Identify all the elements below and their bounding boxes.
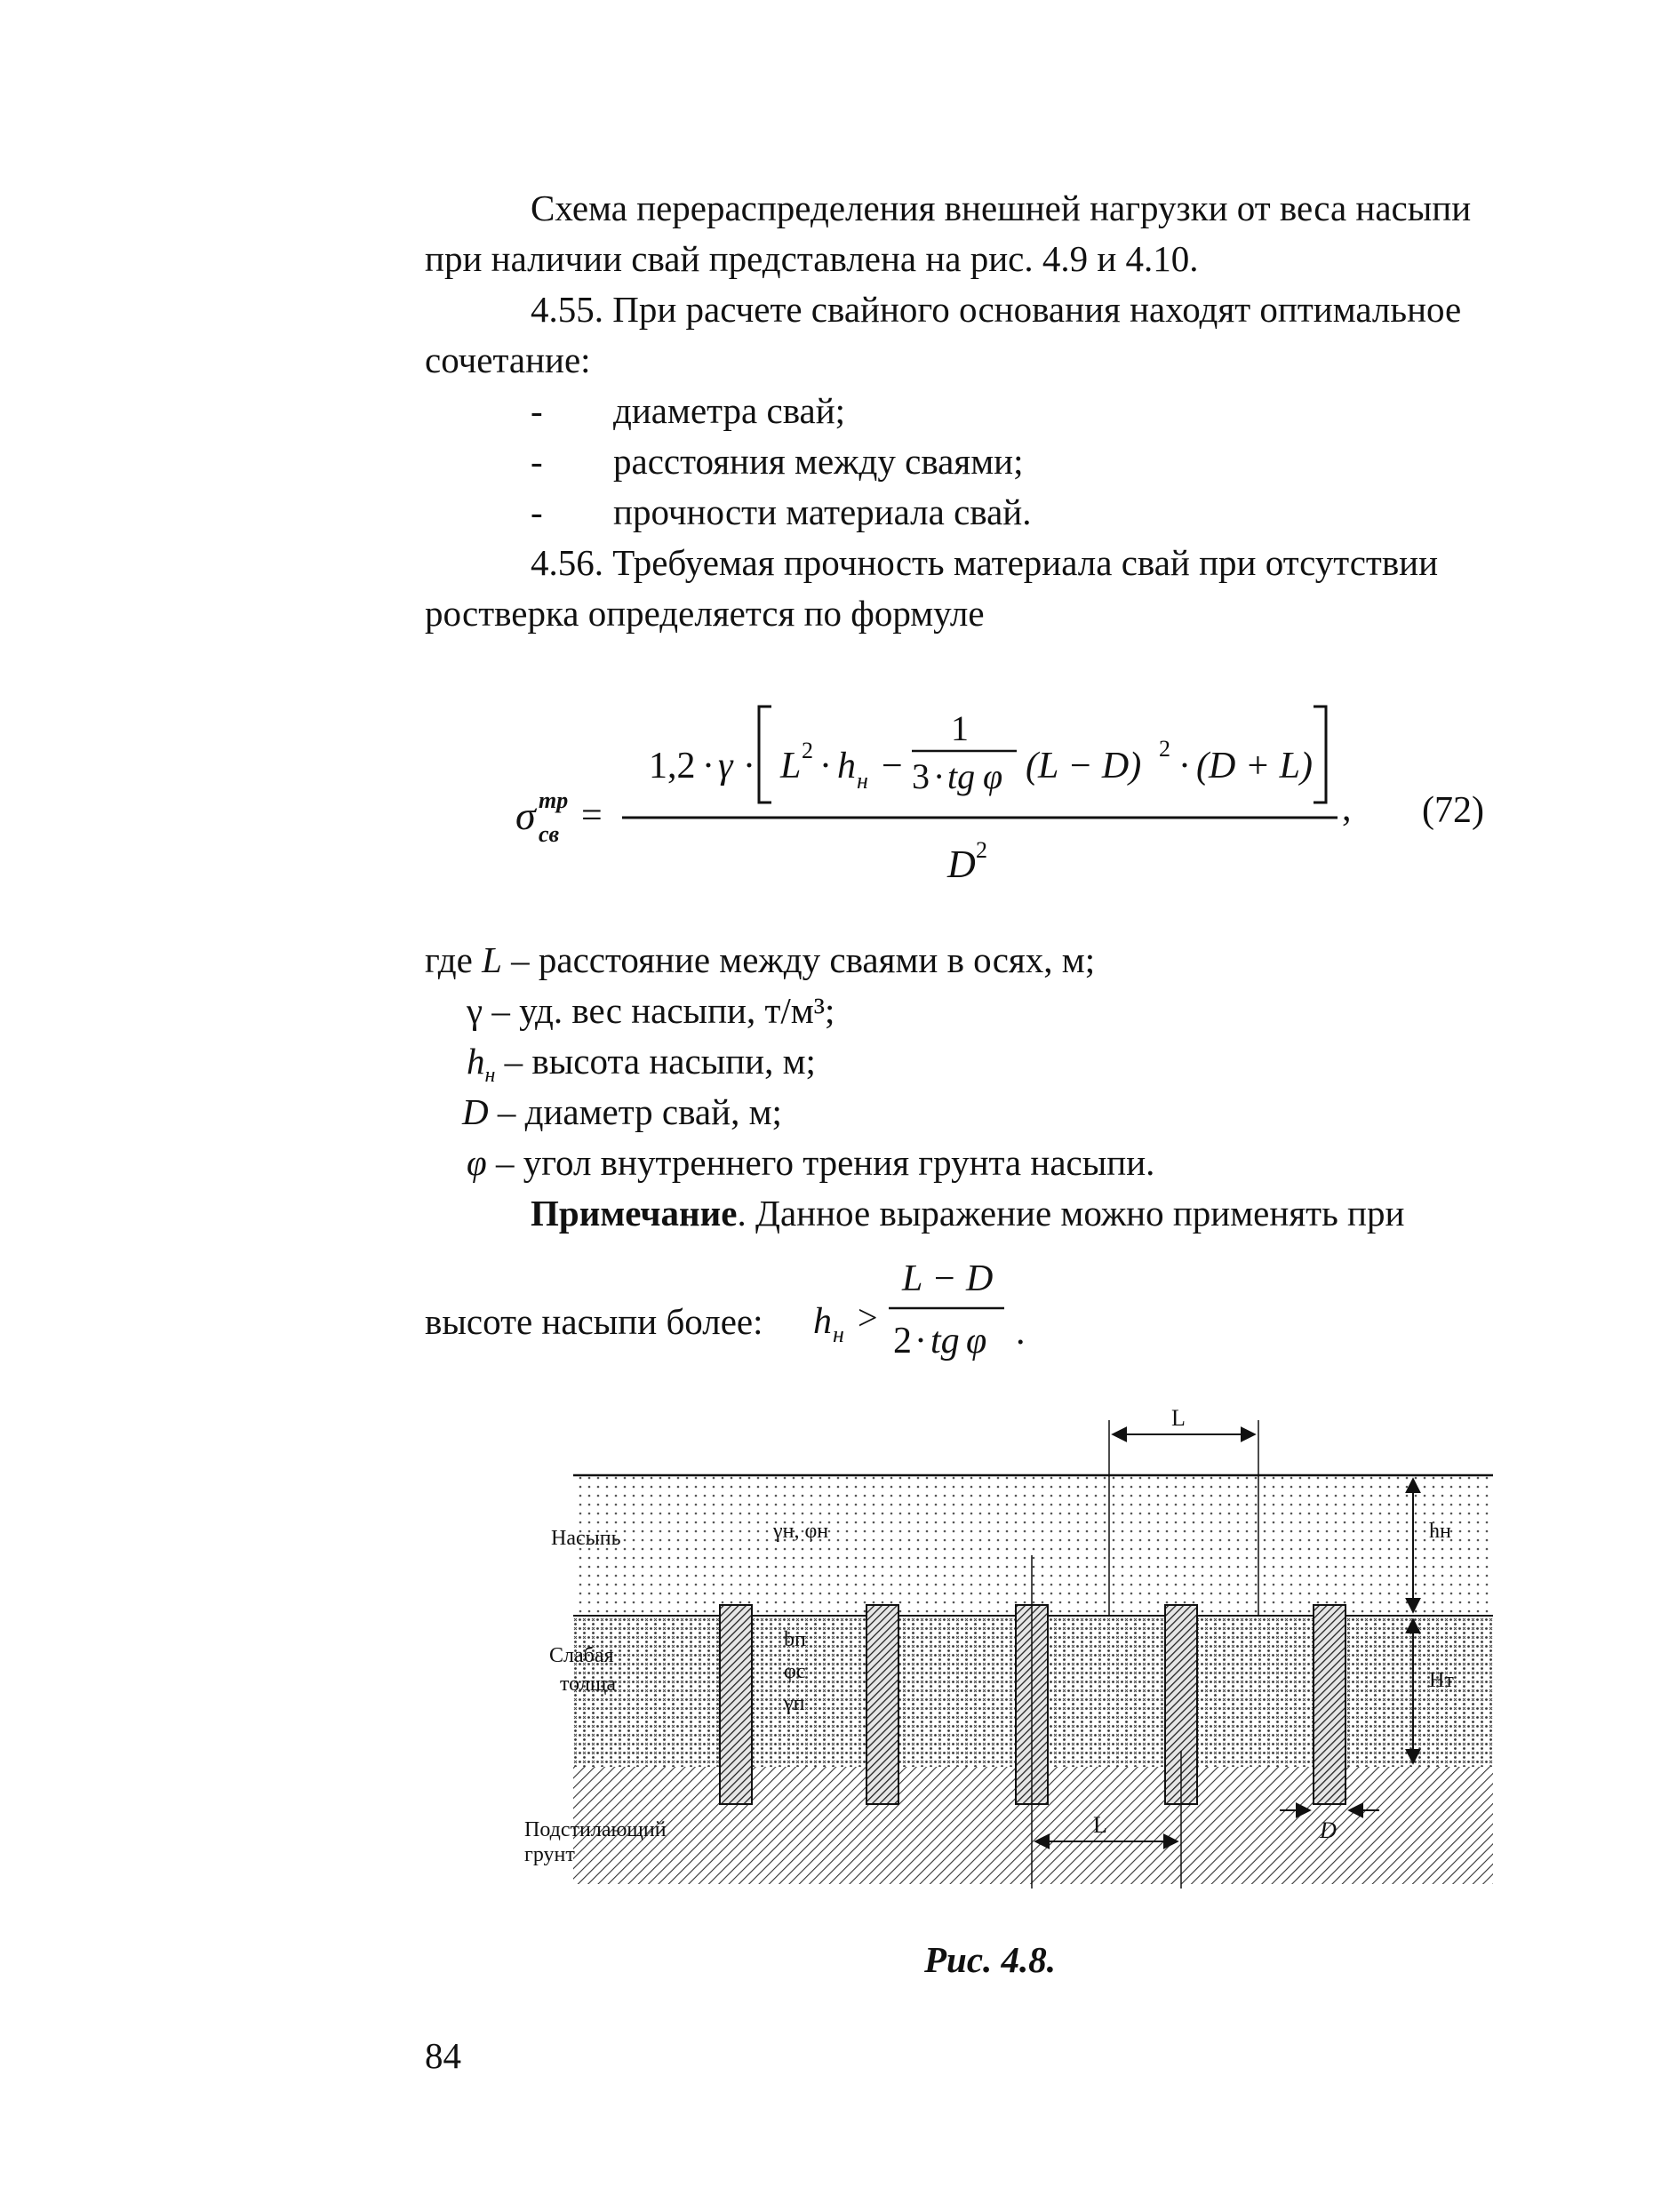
svg-text:·: · [933,756,946,796]
definition-text: – высота насыпи, м; [495,1041,816,1082]
formula-h-sub: н [857,768,868,794]
definition-line [425,938,1095,982]
definition-line [467,988,834,1033]
svg-text:=: = [581,795,603,836]
inequality-h: h [813,1301,832,1342]
formula-three: 3 [912,756,930,796]
formula-power: 2 [976,837,987,863]
pile [720,1605,752,1804]
section-4-56-line: 4.56. Требуемая прочность материала свай при отсутствии [531,542,1439,583]
formula-gamma: γ [718,746,733,787]
embankment-params: γн, φн [773,1520,829,1543]
note-text: . Данное выражение можно применять при [737,1193,1405,1234]
note-label: Примечание [531,1193,738,1234]
embankment-label: Насыпь [551,1527,621,1550]
list-item [531,439,1023,483]
svg-text:·: · [1178,746,1191,787]
equation-number: (72) [1422,790,1484,831]
weak-layer-label: Слабая [549,1644,614,1667]
inequality-phi: φ [966,1321,987,1362]
formula-coef: 1,2 [649,746,696,787]
where-label: где [425,939,473,980]
list-dash: - [531,390,543,431]
definition-symbol: φ [467,1142,487,1183]
formula-one: 1 [951,708,969,748]
list-dash: - [531,491,543,532]
formula-h: h [837,746,856,787]
inequality-tg: tg [930,1321,960,1362]
formula-L: L [780,746,802,787]
bracket-right [1314,707,1326,803]
definition-line [467,1140,1154,1185]
paragraph-line: сочетание: [425,339,591,380]
definition-symbol: γ [467,990,483,1031]
svg-text:·: · [914,1321,927,1362]
formula-power: 2 [1159,736,1170,762]
definition-subscript: н [484,1064,496,1088]
inequality-numerator: L − D [902,1258,994,1299]
paragraph-line: ростверка определяется по формуле [425,593,985,634]
inequality-two: 2 [893,1321,912,1362]
inequality-period: . [1016,1312,1026,1353]
base-soil-label: грунт [524,1843,575,1866]
formula-diff: (L − D) [1026,746,1142,787]
definition-symbol: L [482,939,502,980]
top-L-label: L [1171,1405,1186,1431]
svg-text:·: · [743,746,755,787]
formula-comma: , [1342,788,1352,829]
formula-D: D [947,842,976,886]
definition-text: – расстояние между сваями в осях, м; [501,939,1096,980]
definition-text: – угол внутреннего трения грунта насыпи. [486,1142,1155,1183]
paragraph-line: при наличии свай представлена на рис. 4.9 и 4.10. [425,238,1199,279]
figure-caption: Рис. 4.8. [924,1939,1057,1980]
formula-sum: (D + L) [1196,746,1314,787]
weak-layer-param: φс [784,1660,806,1683]
svg-text:−: − [882,746,903,787]
formula-72 [498,689,1546,893]
definition-symbol: D [462,1091,489,1132]
inequality-gt: > [858,1298,878,1338]
formula-phi: φ [983,756,1003,796]
weak-layer-thickness-label: Hт [1429,1669,1454,1692]
bracket-left [759,707,771,803]
note-line [531,1191,1404,1235]
base-soil-label: Подстилающий [524,1818,667,1841]
svg-text:·: · [819,746,832,787]
weak-layer-param: bп [784,1628,806,1651]
pile [866,1605,898,1804]
list-item [531,490,1032,534]
embankment-height-label: hн [1429,1520,1451,1543]
list-item-text: прочности материала свай. [613,491,1032,532]
formula-sigma: σ [515,793,536,838]
formula-sigma-sup: тр [539,787,569,813]
embankment-layer [573,1475,1493,1616]
definition-text: – диаметр свай, м; [488,1091,782,1132]
pile-foundation-diagram [524,1404,1520,1902]
definition-symbol: h [467,1041,485,1082]
formula-power: 2 [802,738,813,763]
paragraph-line: Схема перераспределения внешней нагрузки от веса насыпи [531,188,1472,228]
pile [1314,1605,1346,1804]
section-4-55-line: 4.55. При расчете свайного основания находят оптимальное [531,289,1462,330]
inequality-h-sub: н [833,1322,844,1347]
definition-text: – уд. вес насыпи, т/м³; [483,990,835,1031]
definition-line [462,1090,782,1134]
list-dash: - [531,441,543,482]
svg-text:·: · [702,746,715,787]
weak-layer-param: γп [784,1692,805,1715]
formula-sigma-sub: св [539,821,560,847]
note-inequality [804,1244,1035,1378]
list-item [531,388,845,433]
bottom-L-label: L [1093,1812,1107,1838]
diameter-label: D [1320,1817,1337,1843]
weak-layer-label: толща [560,1673,616,1696]
list-item-text: расстояния между сваями; [613,441,1024,482]
page-number: 84 [425,2035,461,2076]
list-item-text: диаметра свай; [613,390,846,431]
formula-tg: tg [947,756,976,796]
note-line: высоте насыпи более: [425,1301,763,1342]
